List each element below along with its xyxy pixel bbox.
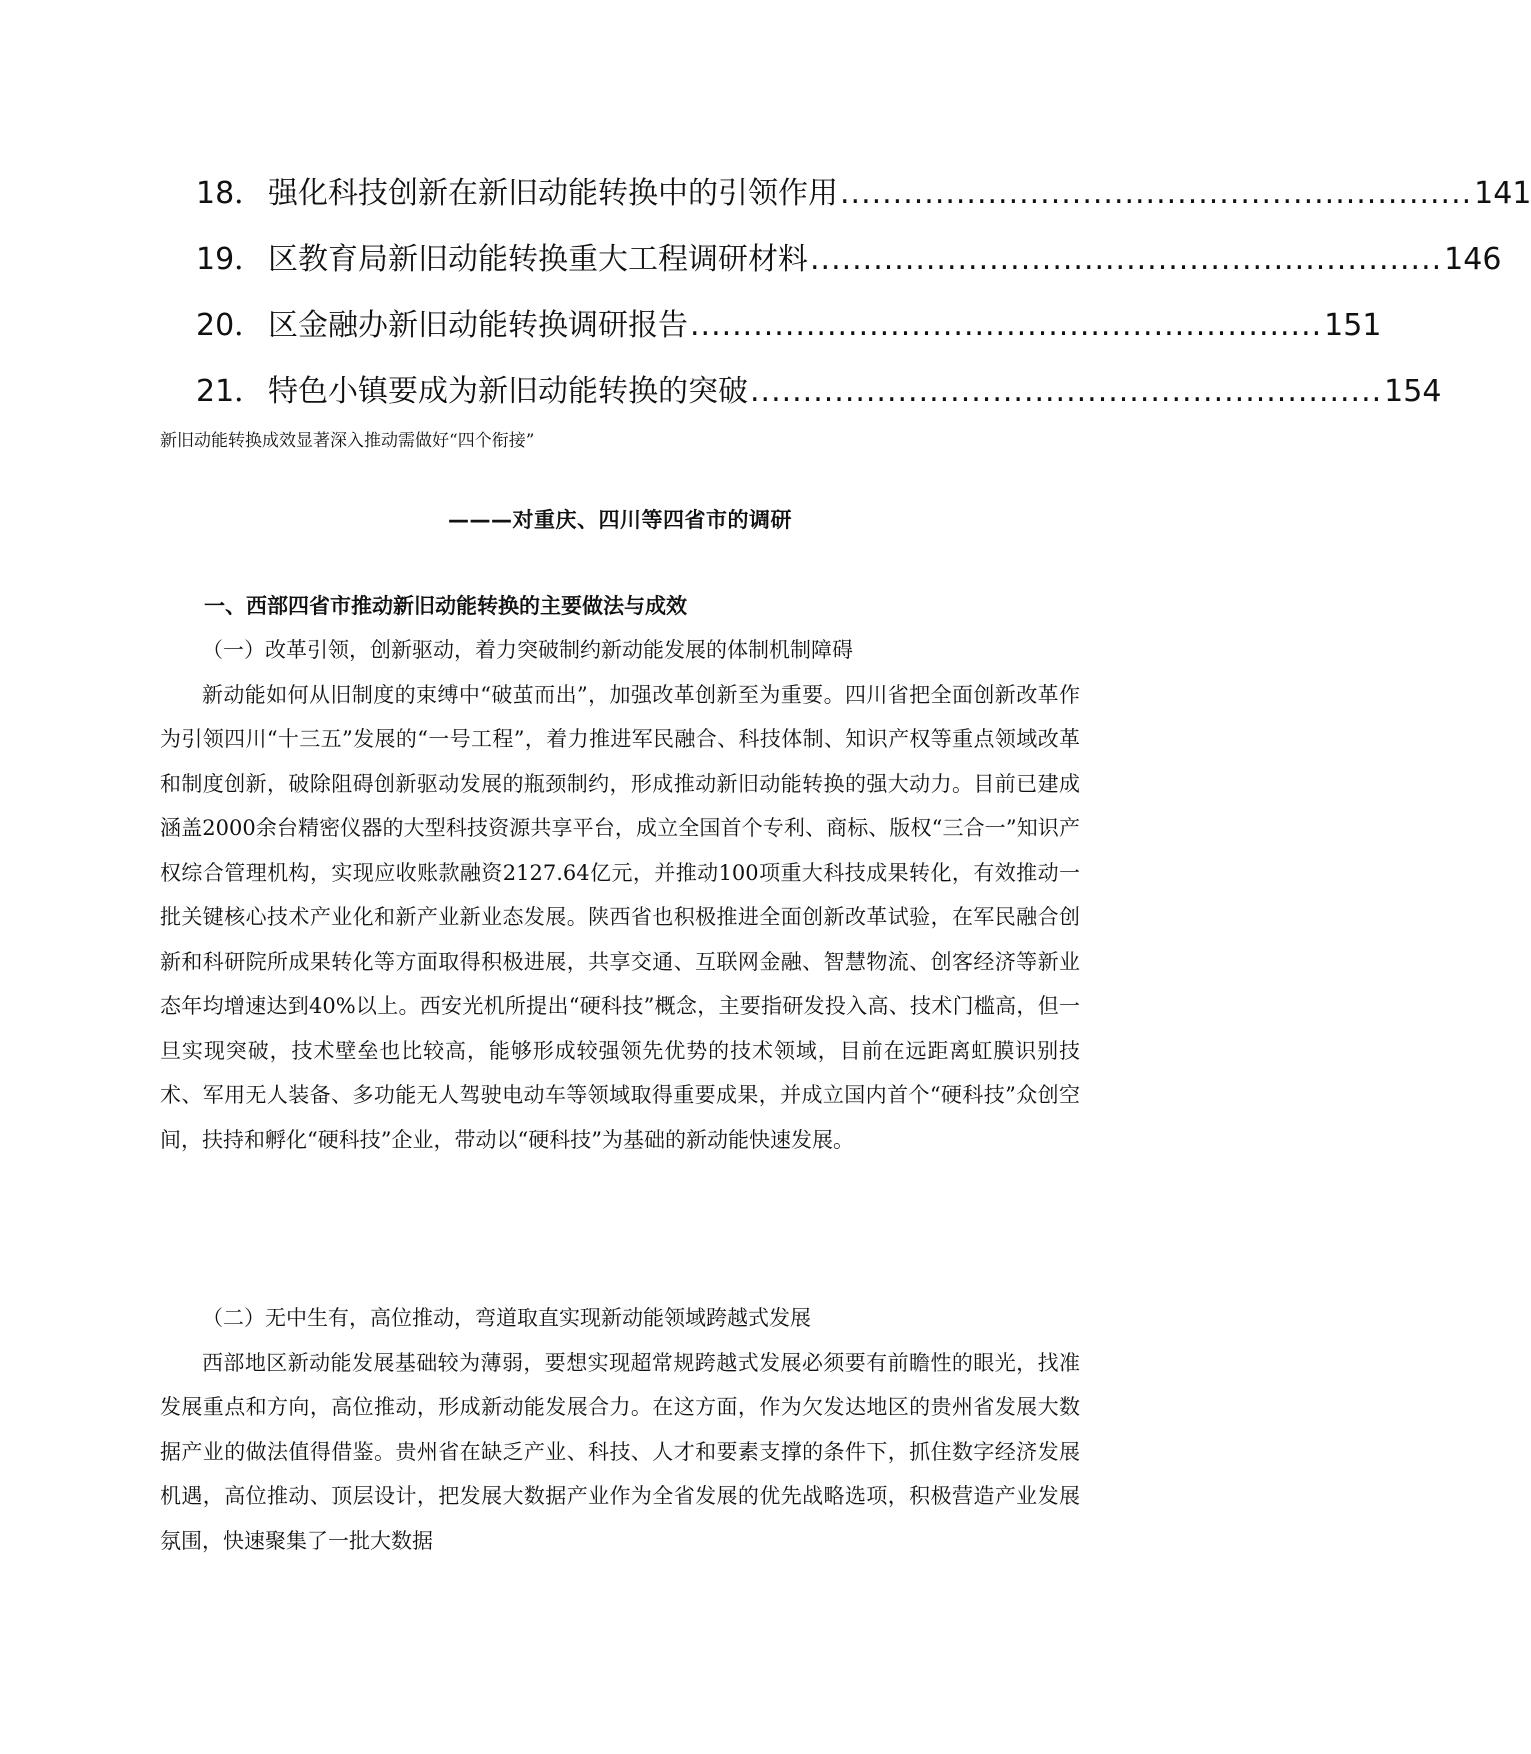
toc-number: 19． [196, 242, 265, 277]
toc-page-number: 141 [1474, 176, 1531, 211]
body-block-1 [160, 610, 1080, 1162]
body-block-2 [160, 1296, 1080, 1563]
section-heading: 一、西部四省市推动新旧动能转换的主要做法与成效 [204, 594, 687, 618]
toc-number: 20． [196, 308, 265, 343]
subsection-heading-2: （二）无中生有，高位推动，弯道取直实现新动能领域跨越式发展 [202, 1306, 811, 1330]
toc-title: 区教育局新旧动能转换重大工程调研材料 [268, 242, 808, 277]
toc-title: 强化科技创新在新旧动能转换中的引领作用 [268, 176, 838, 211]
toc-page-number: 146 [1444, 242, 1502, 277]
table-of-contents [196, 168, 1531, 432]
toc-entry-19[interactable] [196, 234, 1502, 300]
toc-leader-dots: ............................................................ [810, 242, 1443, 277]
toc-page-number: 154 [1384, 374, 1442, 409]
toc-leader-dots: ............................................................ [840, 176, 1473, 211]
paragraph-1: 新动能如何从旧制度的束缚中“破茧而出”，加强改革创新至为重要。四川省把全面创新改革作为引领四川“十三五”发展的“一号工程”，着力推进军民融合、科技体制、知识产权等重点领域改革和制度创新，破除阻碍创新驱动发展的瓶颈制约，形成推动新旧动能转换的强大动力。目前已建成涵盖2000余台精密仪器的大型科技资源共享平台，成立全国首个专利、商标、版权“三合一”知识产权综合管理机构，实现应收账款融资2127.64亿元，并推动100项重大科技成果转化，有效推动一批关键核心技术产业化和新产业新业态发展。陕西省也积极推进全面创新改革试验，在军民融合创新和科研院所成果转化等方面取得积极进展，共享交通、互联网金融、智慧物流、创客经济等新业态年均增速达到40%以上。西安光机所提出“硬科技”概念，主要指研发投入高、技术门槛高，但一旦实现突破，技术壁垒也比较高，能够形成较强领先优势的技术领域，目前在远距离虹膜识别技术、军用无人装备、多功能无人驾驶电动车等领域取得重要成果，并成立国内首个“硬科技”众创空间，扶持和孵化“硬科技”企业，带动以“硬科技”为基础的新动能快速发展。 [160, 682, 1080, 1152]
paragraph-2: 西部地区新动能发展基础较为薄弱，要想实现超常规跨越式发展必须要有前瞻性的眼光，找准发展重点和方向，高位推动，形成新动能发展合力。在这方面，作为欠发达地区的贵州省发展大数据产业的做法值得借鉴。贵州省在缺乏产业、科技、人才和要素支撑的条件下，抓住数字经济发展机遇，高位推动、顶层设计，把发展大数据产业作为全省发展的优先战略选项，积极营造产业发展氛围，快速聚集了一批大数据 [160, 1350, 1080, 1553]
toc-entry-21[interactable] [196, 366, 1442, 432]
article-title: 新旧动能转换成效显著深入推动需做好“四个衔接” [160, 431, 535, 451]
toc-leader-dots: ............................................................ [690, 308, 1323, 343]
toc-page-number: 151 [1324, 308, 1382, 343]
toc-title: 区金融办新旧动能转换调研报告 [268, 308, 688, 343]
toc-entry-20[interactable] [196, 300, 1382, 366]
toc-entry-18[interactable] [196, 168, 1531, 234]
toc-leader-dots: ............................................................ [750, 374, 1383, 409]
subsection-heading-1: （一）改革引领，创新驱动，着力突破制约新动能发展的体制机制障碍 [202, 638, 853, 662]
toc-number: 21． [196, 374, 265, 409]
toc-number: 18． [196, 176, 265, 211]
toc-title: 特色小镇要成为新旧动能转换的突破 [268, 374, 748, 409]
article-subtitle: ———对重庆、四川等四省市的调研 [448, 508, 792, 532]
